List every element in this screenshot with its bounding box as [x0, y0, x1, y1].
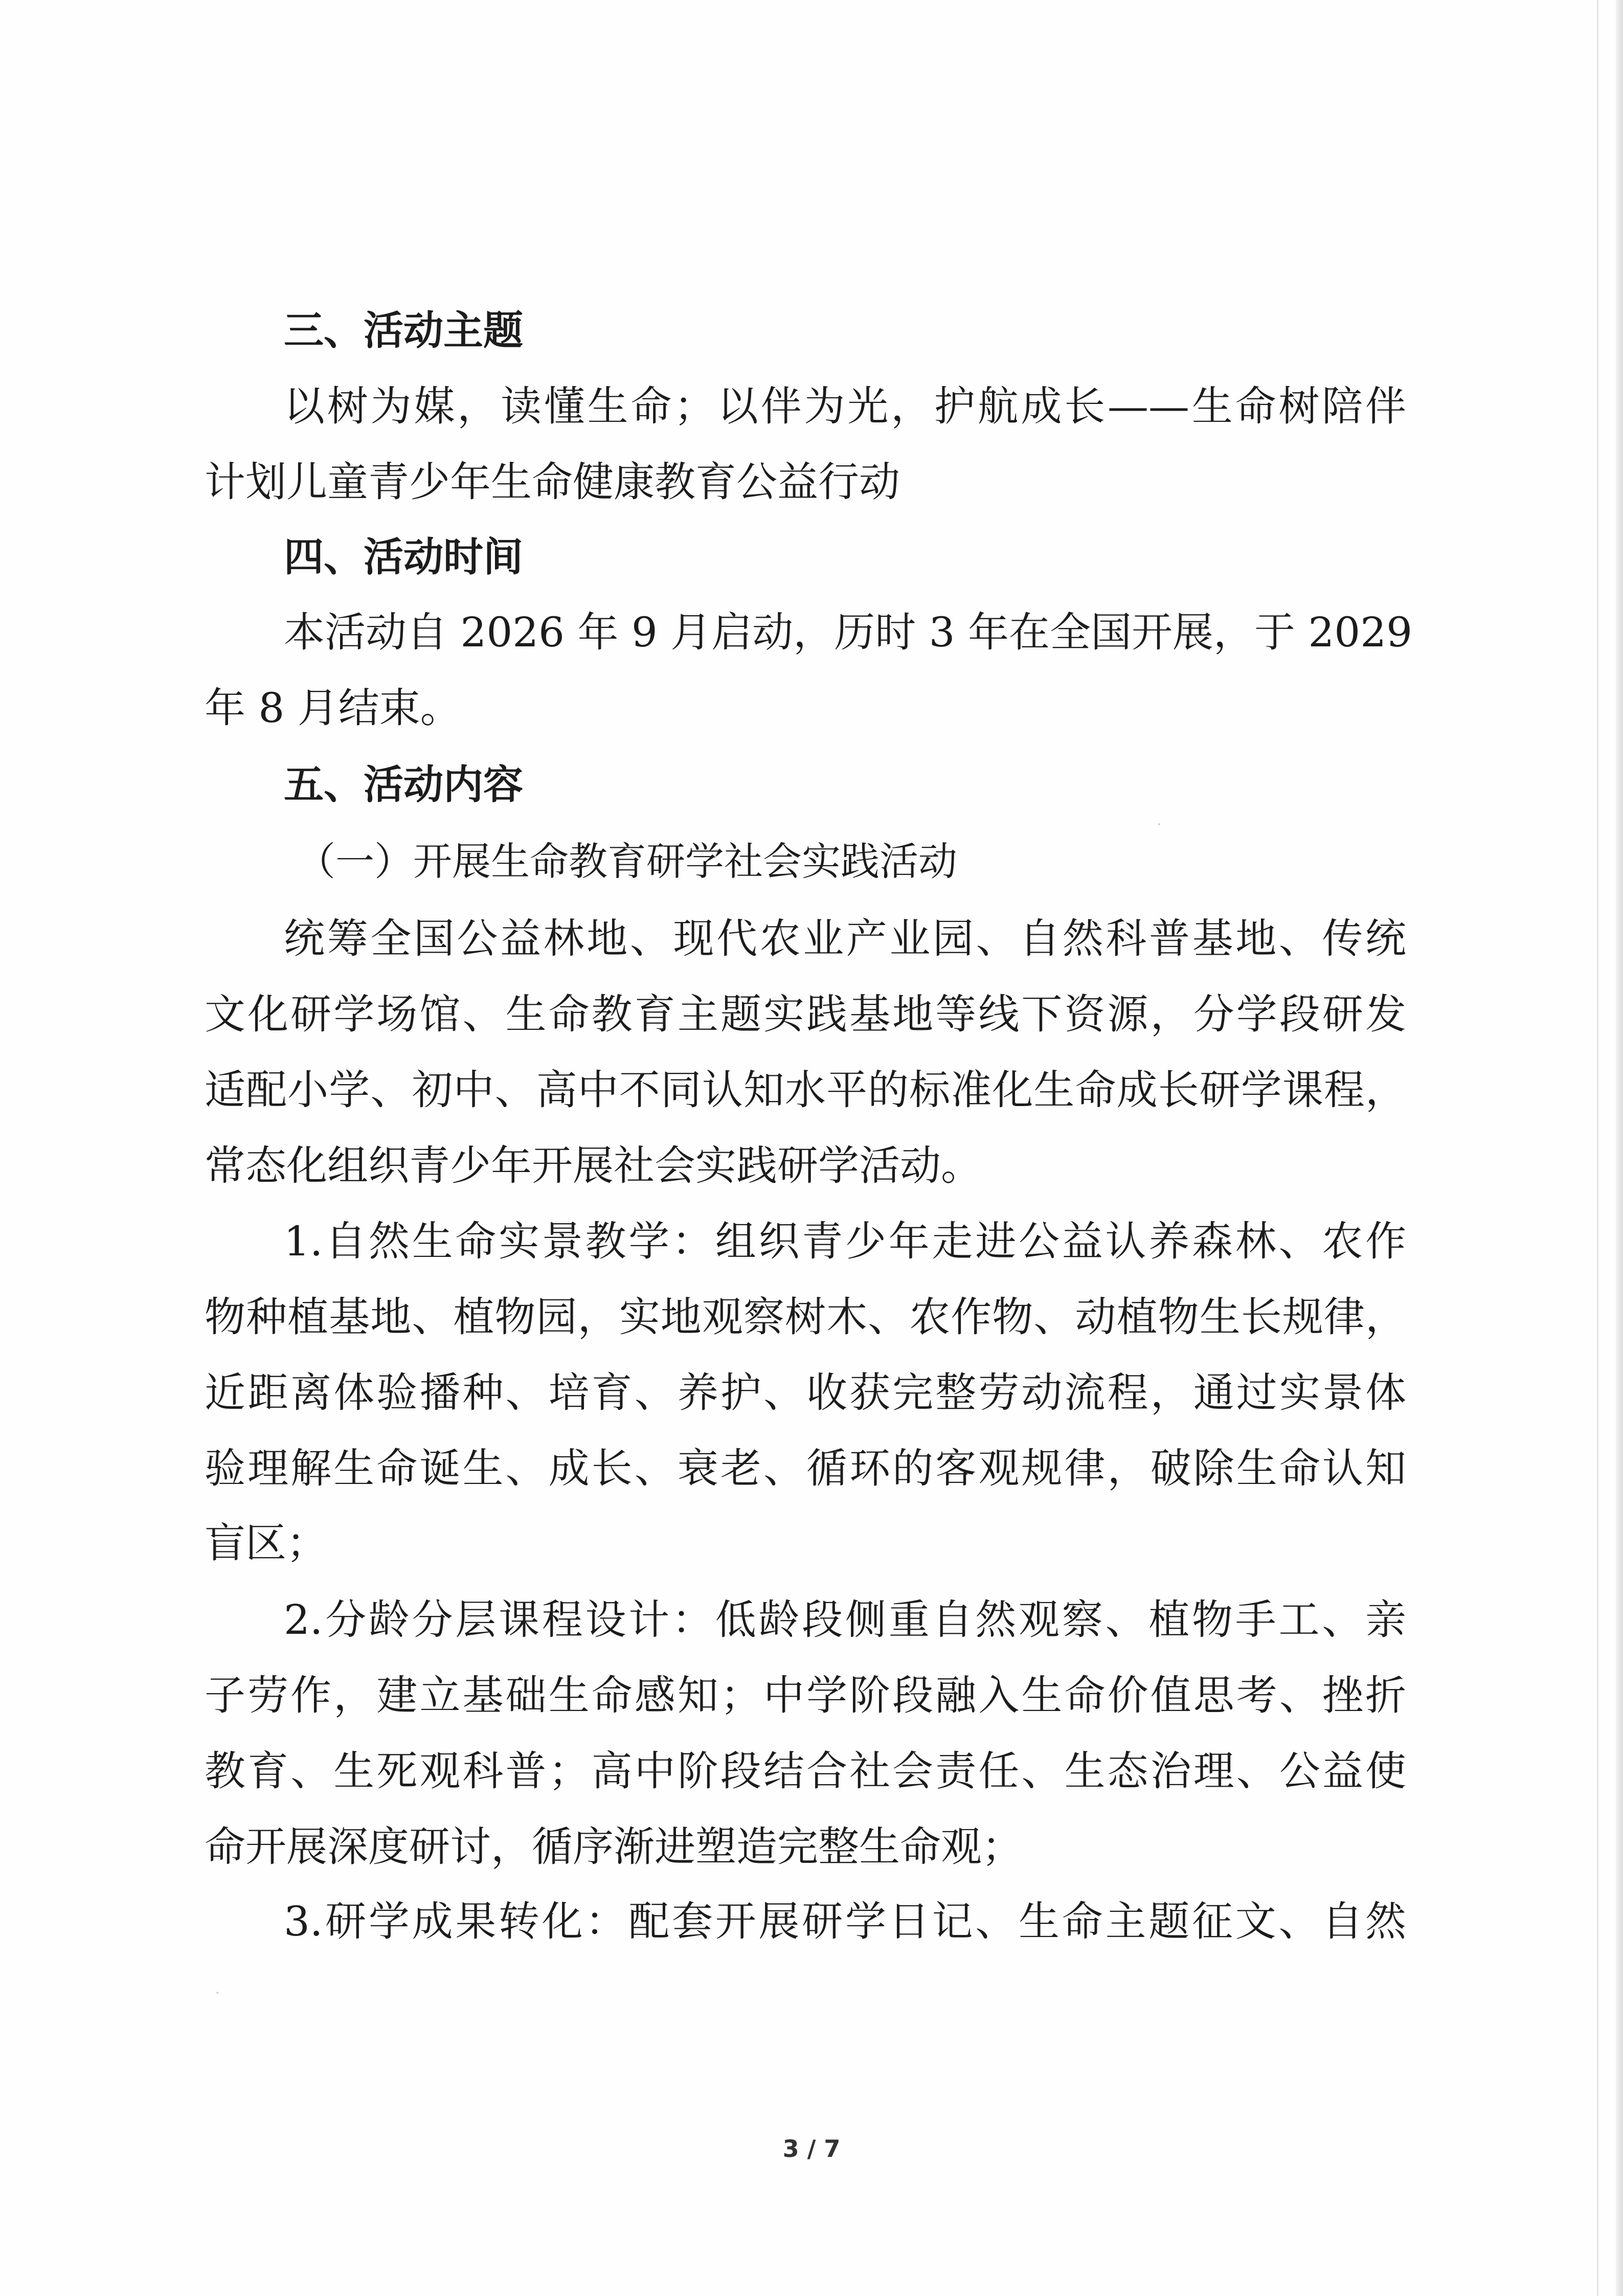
body-line: 本活动自 2026 年 9 月启动，历时 3 年在全国开展，于 2029	[284, 609, 1412, 656]
page-number: 3 / 7	[782, 2135, 841, 2163]
body-line: 文化研学场馆、生命教育主题实践基地等线下资源，分学段研发	[205, 991, 1406, 1038]
list-item-line: 盲区；	[205, 1519, 327, 1567]
list-item-line: 近距离体验播种、培育、养护、收获完整劳动流程，通过实景体	[205, 1369, 1406, 1416]
scan-speck	[1158, 823, 1160, 825]
body-line: 年 8 月结束。	[205, 684, 461, 732]
section-heading: 四、活动时间	[284, 534, 524, 580]
scan-speck	[216, 1992, 218, 1994]
list-item-line: 验理解生命诞生、成长、衰老、循环的客观规律，破除生命认知	[205, 1445, 1406, 1492]
body-line: 统筹全国公益林地、现代农业产业园、自然科普基地、传统	[284, 915, 1406, 962]
list-item-line: 命开展深度研讨，循序渐进塑造完整生命观；	[205, 1823, 1023, 1871]
body-line: 以树为媒，读懂生命；以伴为光，护航成长——生命树陪伴	[284, 382, 1406, 430]
list-item-line: 物种植基地、植物园，实地观察树木、农作物、动植物生长规律，	[205, 1293, 1406, 1341]
list-item-line: 3.研学成果转化：配套开展研学日记、生命主题征文、自然	[284, 1898, 1406, 1945]
list-item-line: 2.分龄分层课程设计：低龄段侧重自然观察、植物手工、亲	[284, 1596, 1406, 1644]
scan-edge-shadow	[1616, 0, 1623, 2296]
scan-edge-line	[1597, 0, 1598, 2296]
body-line: 适配小学、初中、高中不同认知水平的标准化生命成长研学课程，	[205, 1066, 1406, 1114]
section-heading: 五、活动内容	[284, 762, 524, 808]
subsection-heading: （一）开展生命教育研学社会实践活动	[297, 839, 957, 884]
list-item-line: 1.自然生命实景教学：组织青少年走进公益认养森林、农作	[284, 1218, 1406, 1265]
list-item-line: 教育、生死观科普；高中阶段结合社会责任、生态治理、公益使	[205, 1747, 1406, 1795]
body-line: 常态化组织青少年开展社会实践研学活动。	[205, 1142, 982, 1189]
body-line: 计划儿童青少年生命健康教育公益行动	[205, 458, 900, 506]
list-item-line: 子劳作，建立基础生命感知；中学阶段融入生命价值思考、挫折	[205, 1672, 1406, 1719]
section-heading: 三、活动主题	[284, 308, 524, 354]
